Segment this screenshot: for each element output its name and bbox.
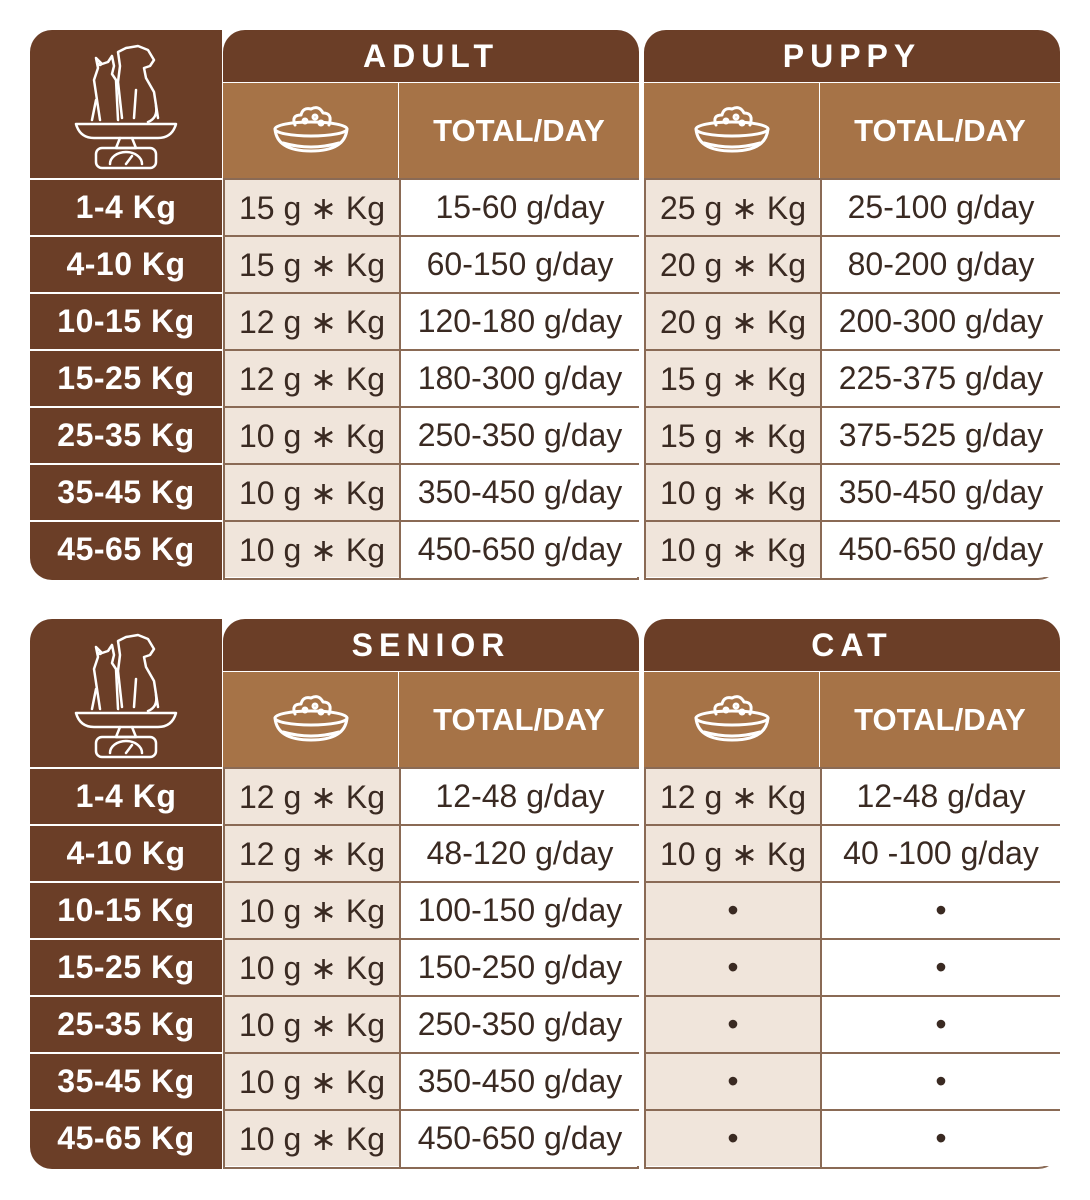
section-grid (223, 178, 639, 580)
total-cell: 350-450 g/day (401, 1054, 639, 1109)
row-divider (646, 520, 1058, 522)
rate-cell: 10 g ∗ Kg (646, 465, 820, 520)
per-kg-header (644, 672, 819, 767)
total-cell: • (822, 1054, 1060, 1109)
per-kg-header (223, 83, 398, 178)
total-day-header: TOTAL/DAY (820, 672, 1060, 767)
food-bowl-icon (690, 692, 774, 748)
weight-label: 15-25 Kg (57, 949, 195, 985)
total-cell: 450-650 g/day (401, 522, 639, 577)
total-cell: 15-60 g/day (401, 180, 639, 235)
total-cell: 48-120 g/day (401, 826, 639, 881)
weight-label: 25-35 Kg (57, 417, 195, 453)
section-title: SENIOR (223, 619, 639, 671)
row-divider (225, 520, 637, 522)
row-divider (646, 235, 1058, 237)
weight-label: 10-15 Kg (57, 303, 195, 339)
rate-cell: 20 g ∗ Kg (646, 237, 820, 292)
total-day-header: TOTAL/DAY (399, 83, 639, 178)
rate-cell: 12 g ∗ Kg (225, 769, 399, 824)
rate-cell: • (646, 940, 820, 995)
row-divider (646, 881, 1058, 883)
total-cell: 150-250 g/day (401, 940, 639, 995)
food-bowl-icon (269, 692, 353, 748)
total-cell: 450-650 g/day (822, 522, 1060, 577)
rate-cell: 10 g ∗ Kg (225, 522, 399, 577)
total-cell: • (822, 940, 1060, 995)
row-divider (225, 881, 637, 883)
row-divider (646, 406, 1058, 408)
section-senior (223, 619, 639, 1169)
per-kg-header (223, 672, 398, 767)
rate-cell: 12 g ∗ Kg (225, 294, 399, 349)
total-cell: 375-525 g/day (822, 408, 1060, 463)
row-divider (646, 349, 1058, 351)
cat-dog-on-scale-icon (70, 627, 182, 759)
section-title: ADULT (223, 30, 639, 82)
total-day-header: TOTAL/DAY (399, 672, 639, 767)
rate-cell: 15 g ∗ Kg (225, 237, 399, 292)
rate-cell: 10 g ∗ Kg (225, 883, 399, 938)
weight-label: 15-25 Kg (57, 360, 195, 396)
column-divider (399, 769, 401, 1167)
row-divider (646, 824, 1058, 826)
weight-label: 1-4 Kg (75, 778, 177, 814)
weight-label: 1-4 Kg (75, 189, 177, 225)
row-divider (646, 292, 1058, 294)
total-cell: 80-200 g/day (822, 237, 1060, 292)
row-divider (646, 1052, 1058, 1054)
weight-label: 10-15 Kg (57, 892, 195, 928)
weight-label: 45-65 Kg (57, 531, 195, 567)
section-grid (644, 767, 1060, 1169)
total-day-header: TOTAL/DAY (820, 83, 1060, 178)
column-divider (820, 769, 822, 1167)
total-cell: 180-300 g/day (401, 351, 639, 406)
total-cell: 250-350 g/day (401, 408, 639, 463)
row-divider (646, 1109, 1058, 1111)
total-cell: 25-100 g/day (822, 180, 1060, 235)
rate-cell: • (646, 1111, 820, 1166)
column-divider (399, 180, 401, 578)
weight-label: 25-35 Kg (57, 1006, 195, 1042)
rate-cell: 10 g ∗ Kg (225, 1111, 399, 1166)
weight-column (30, 30, 222, 580)
total-cell: 350-450 g/day (401, 465, 639, 520)
row-divider (225, 1109, 637, 1111)
weight-label: 4-10 Kg (66, 835, 186, 871)
rate-cell: 15 g ∗ Kg (225, 180, 399, 235)
total-cell: 250-350 g/day (401, 997, 639, 1052)
rate-cell: 10 g ∗ Kg (225, 940, 399, 995)
row-divider (225, 406, 637, 408)
row-divider (225, 349, 637, 351)
total-cell: 200-300 g/day (822, 294, 1060, 349)
total-cell: 350-450 g/day (822, 465, 1060, 520)
section-adult (223, 30, 639, 580)
row-divider (225, 235, 637, 237)
rate-cell: 10 g ∗ Kg (225, 465, 399, 520)
rate-cell: 12 g ∗ Kg (225, 826, 399, 881)
weight-header-icon (70, 38, 182, 170)
total-cell: • (822, 1111, 1060, 1166)
row-divider (225, 938, 637, 940)
row-divider (225, 1052, 637, 1054)
rate-cell: 15 g ∗ Kg (646, 351, 820, 406)
food-bowl-icon (690, 103, 774, 159)
rate-cell: 12 g ∗ Kg (646, 769, 820, 824)
total-cell: 40 -100 g/day (822, 826, 1060, 881)
section-cat (644, 619, 1060, 1169)
total-cell: 120-180 g/day (401, 294, 639, 349)
cat-dog-on-scale-icon (70, 38, 182, 170)
rate-cell: 25 g ∗ Kg (646, 180, 820, 235)
weight-label: 45-65 Kg (57, 1120, 195, 1156)
rate-cell: 15 g ∗ Kg (646, 408, 820, 463)
rate-cell: 20 g ∗ Kg (646, 294, 820, 349)
total-cell: 450-650 g/day (401, 1111, 639, 1166)
row-divider (225, 292, 637, 294)
weight-label: 35-45 Kg (57, 474, 195, 510)
row-divider (225, 824, 637, 826)
rate-cell: 12 g ∗ Kg (225, 351, 399, 406)
section-title: PUPPY (644, 30, 1060, 82)
weight-label: 4-10 Kg (66, 246, 186, 282)
total-cell: • (822, 997, 1060, 1052)
total-cell: 12-48 g/day (401, 769, 639, 824)
total-cell: 100-150 g/day (401, 883, 639, 938)
section-grid (644, 178, 1060, 580)
food-bowl-icon (269, 103, 353, 159)
row-divider (225, 463, 637, 465)
rate-cell: • (646, 997, 820, 1052)
per-kg-header (644, 83, 819, 178)
weight-header-icon (70, 627, 182, 759)
row-divider (225, 995, 637, 997)
rate-cell: 10 g ∗ Kg (225, 1054, 399, 1109)
section-title: CAT (644, 619, 1060, 671)
rate-cell: • (646, 1054, 820, 1109)
rate-cell: 10 g ∗ Kg (646, 522, 820, 577)
section-puppy (644, 30, 1060, 580)
section-grid (223, 767, 639, 1169)
rate-cell: 10 g ∗ Kg (646, 826, 820, 881)
rate-cell: 10 g ∗ Kg (225, 997, 399, 1052)
total-cell: 60-150 g/day (401, 237, 639, 292)
weight-label: 35-45 Kg (57, 1063, 195, 1099)
total-cell: • (822, 883, 1060, 938)
row-divider (646, 938, 1058, 940)
rate-cell: • (646, 883, 820, 938)
row-divider (646, 463, 1058, 465)
total-cell: 225-375 g/day (822, 351, 1060, 406)
weight-column (30, 619, 222, 1169)
total-cell: 12-48 g/day (822, 769, 1060, 824)
row-divider (646, 995, 1058, 997)
column-divider (820, 180, 822, 578)
rate-cell: 10 g ∗ Kg (225, 408, 399, 463)
